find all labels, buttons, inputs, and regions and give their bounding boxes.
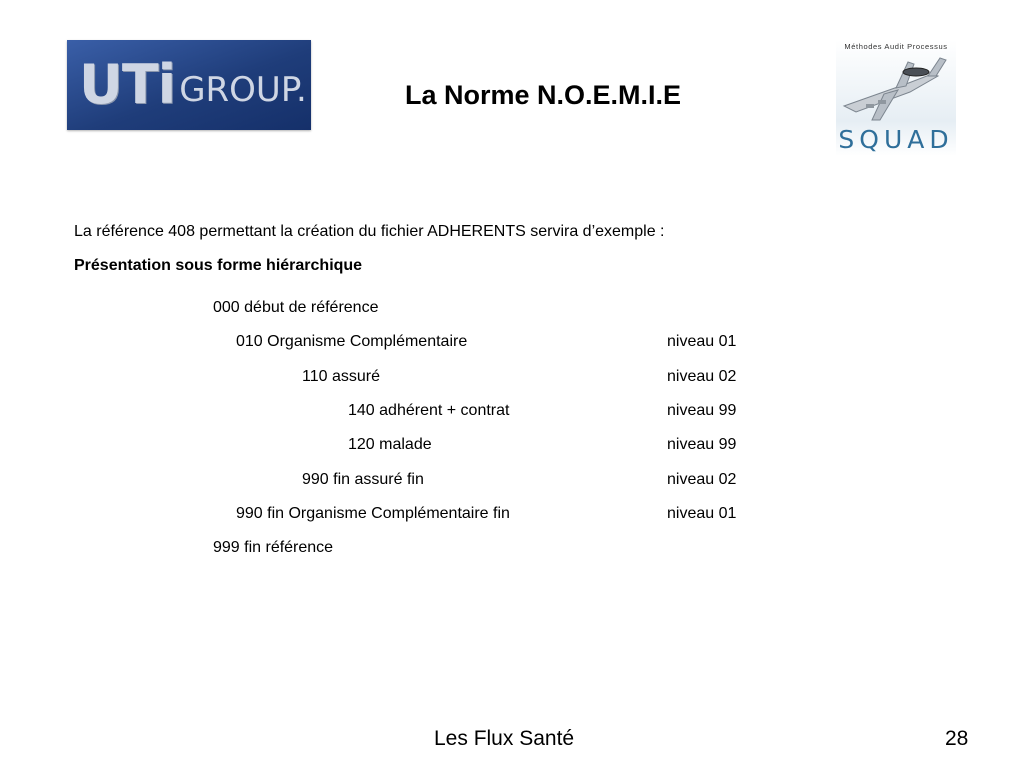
hierarchy-item: 999 fin référence <box>213 539 334 556</box>
squad-tagline: Méthodes Audit Processus <box>844 42 948 51</box>
hierarchy-level: niveau 99 <box>667 436 737 453</box>
hierarchy-item: 000 début de référence <box>213 299 379 316</box>
slide-title: La Norme N.O.E.M.I.E <box>405 80 682 110</box>
page-number: 28 <box>945 727 969 750</box>
hierarchy-level: niveau 02 <box>667 368 737 385</box>
airplane-icon <box>836 54 956 124</box>
squad-name: SQUAD <box>838 125 954 154</box>
hierarchy-item: 010 Organisme Complémentaire <box>236 333 468 350</box>
logo-uti-text: UTi <box>79 53 176 116</box>
hierarchy-level: niveau 99 <box>667 402 737 419</box>
hierarchy-item: 140 adhérent + contrat <box>348 402 510 419</box>
footer-text: Les Flux Santé <box>434 727 575 750</box>
squad-logo <box>836 40 956 156</box>
hierarchy-item: 990 fin assuré fin <box>302 471 424 488</box>
hierarchy-level: niveau 01 <box>667 505 737 522</box>
hierarchy-item: 990 fin Organisme Complémentaire fin <box>236 505 510 522</box>
intro-text: La référence 408 permettant la création du fichier ADHERENTS servira d’exemple : <box>74 223 665 240</box>
logo-group-text: GROUP. <box>179 70 307 110</box>
hierarchy-level: niveau 02 <box>667 471 737 488</box>
hierarchy-level: niveau 01 <box>667 333 737 350</box>
section-subtitle: Présentation sous forme hiérarchique <box>74 257 363 274</box>
hierarchy-item: 120 malade <box>348 436 432 453</box>
hierarchy-item: 110 assuré <box>302 368 380 385</box>
uti-group-logo <box>67 40 311 130</box>
